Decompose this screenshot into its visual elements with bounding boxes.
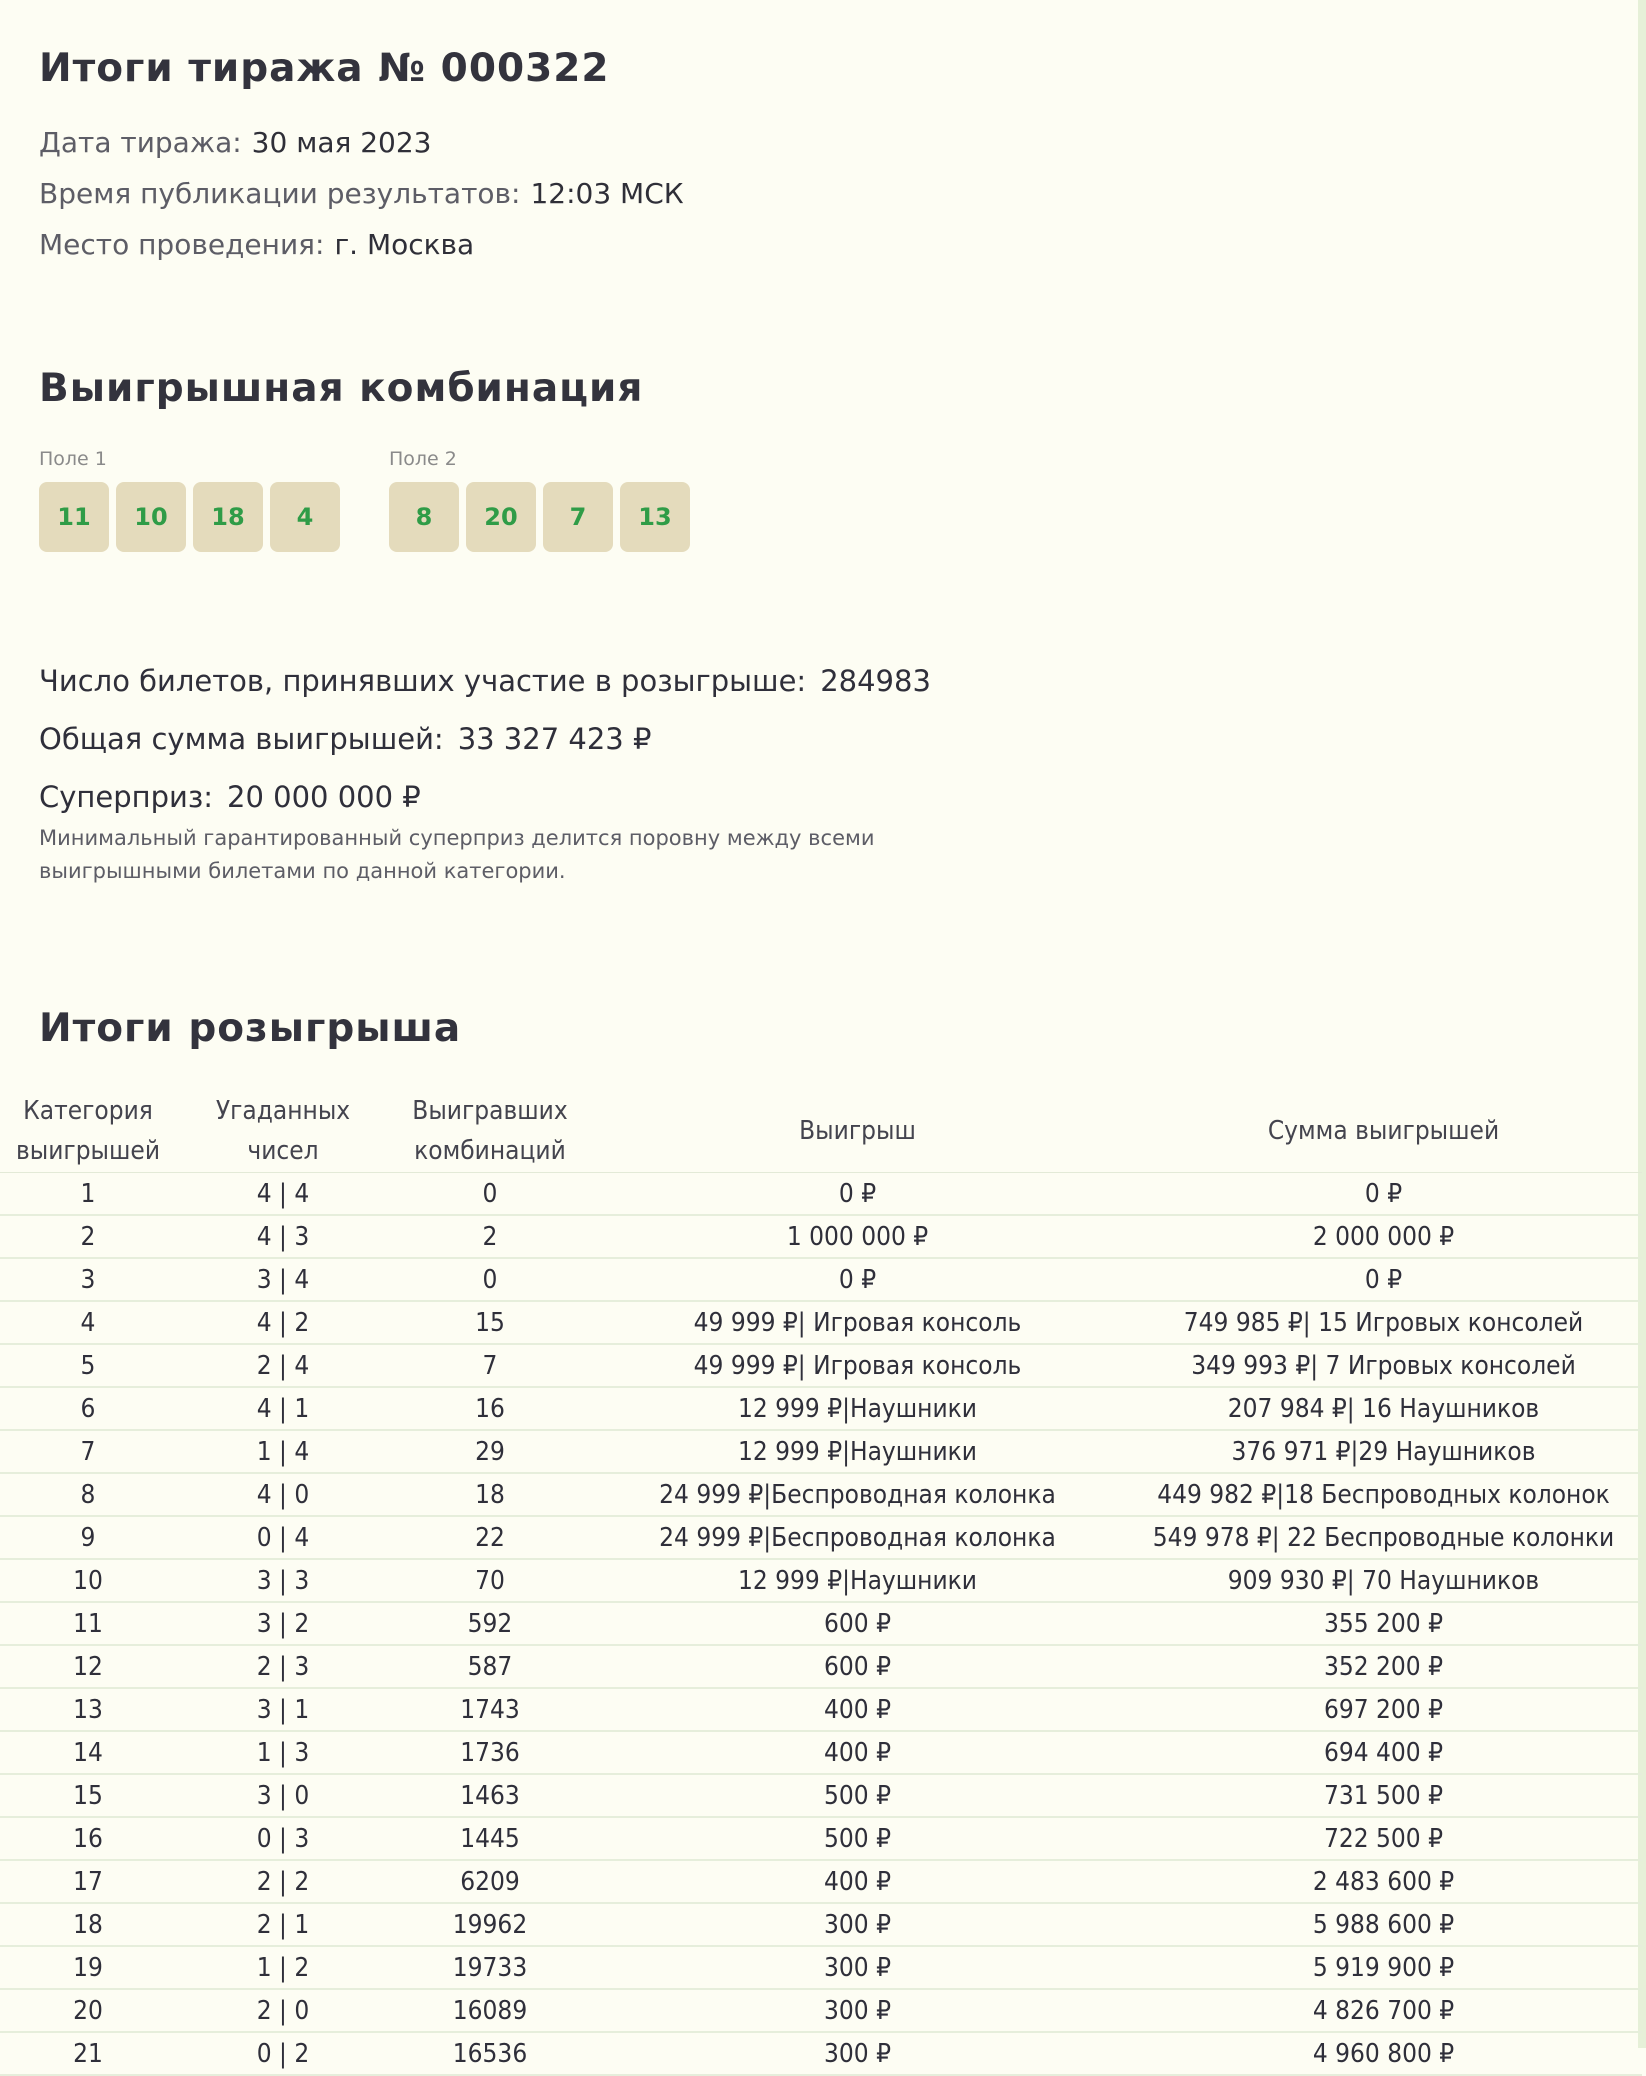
field-1-label: Поле 1: [39, 448, 107, 470]
cell-guessed: 4 | 1: [176, 1387, 390, 1430]
superprize-label: Суперприз:: [39, 780, 214, 814]
cell-winners: 19962: [390, 1903, 590, 1946]
cell-category: 11: [0, 1602, 176, 1645]
total-winnings-value: 33 327 423 ₽: [457, 722, 652, 756]
cell-total: 0 ₽: [1125, 1258, 1642, 1301]
cell-prize: 400 ₽: [590, 1731, 1125, 1774]
cell-winners: 0: [390, 1173, 590, 1216]
tickets-count: [39, 664, 931, 698]
publish-time-value: 12:03 МСК: [530, 177, 684, 210]
number-ball: 7: [543, 482, 613, 552]
cell-guessed: 0 | 4: [176, 1516, 390, 1559]
draw-place-value: г. Москва: [334, 228, 475, 261]
superprize: [39, 780, 421, 814]
number-ball: 4: [270, 482, 340, 552]
cell-guessed: 1 | 4: [176, 1430, 390, 1473]
column-header-guessed-label: Угаданных чисел: [215, 1096, 351, 1166]
cell-category: 8: [0, 1473, 176, 1516]
tickets-count-value: 284983: [820, 664, 931, 698]
cell-category: 16: [0, 1817, 176, 1860]
results-table: [0, 1090, 1642, 2076]
column-header-winners-label: Выигравших комбинаций: [412, 1096, 568, 1166]
field-1-numbers: [39, 482, 340, 552]
total-winnings-label: Общая сумма выигрышей:: [39, 722, 444, 756]
cell-winners: 16089: [390, 1989, 590, 2032]
cell-winners: 22: [390, 1516, 590, 1559]
cell-total: 909 930 ₽| 70 Наушников: [1125, 1559, 1642, 1602]
cell-guessed: 0 | 2: [176, 2032, 390, 2075]
cell-prize: 500 ₽: [590, 1817, 1125, 1860]
cell-guessed: 2 | 3: [176, 1645, 390, 1688]
table-row: [0, 1473, 1642, 1516]
table-row: [0, 1774, 1642, 1817]
cell-prize: 0 ₽: [590, 1173, 1125, 1216]
table-row: [0, 1989, 1642, 2032]
draw-date-value: 30 мая 2023: [251, 126, 432, 159]
cell-category: 18: [0, 1903, 176, 1946]
field-2: [389, 448, 690, 552]
cell-total: 2 483 600 ₽: [1125, 1860, 1642, 1903]
cell-total: 549 978 ₽| 22 Беспроводные колонки: [1125, 1516, 1642, 1559]
cell-category: 6: [0, 1387, 176, 1430]
results-title: Итоги розыгрыша: [39, 1006, 462, 1051]
cell-guessed: 2 | 0: [176, 1989, 390, 2032]
cell-total: 749 985 ₽| 15 Игровых консолей: [1125, 1301, 1642, 1344]
cell-prize: 1 000 000 ₽: [590, 1215, 1125, 1258]
draw-date-label: Дата тиража:: [39, 126, 242, 159]
table-row: [0, 1430, 1642, 1473]
draw-place-label: Место проведения:: [39, 228, 325, 261]
combination-title: Выигрышная комбинация: [39, 366, 644, 411]
cell-winners: 6209: [390, 1860, 590, 1903]
cell-prize: 12 999 ₽|Наушники: [590, 1559, 1125, 1602]
cell-prize: 300 ₽: [590, 2032, 1125, 2075]
cell-total: 0 ₽: [1125, 1173, 1642, 1216]
cell-total: 355 200 ₽: [1125, 1602, 1642, 1645]
table-row: [0, 1344, 1642, 1387]
table-row: [0, 1602, 1642, 1645]
table-header-row: [0, 1090, 1642, 1173]
number-ball: 20: [466, 482, 536, 552]
cell-total: 5 919 900 ₽: [1125, 1946, 1642, 1989]
cell-guessed: 4 | 3: [176, 1215, 390, 1258]
cell-total: 352 200 ₽: [1125, 1645, 1642, 1688]
cell-guessed: 2 | 4: [176, 1344, 390, 1387]
cell-prize: 49 999 ₽| Игровая консоль: [590, 1301, 1125, 1344]
cell-category: 15: [0, 1774, 176, 1817]
cell-winners: 587: [390, 1645, 590, 1688]
table-row: [0, 1903, 1642, 1946]
field-2-label: Поле 2: [389, 448, 457, 470]
cell-total: 731 500 ₽: [1125, 1774, 1642, 1817]
column-header-category-label: Категория выигрышей: [15, 1096, 161, 1166]
cell-category: 13: [0, 1688, 176, 1731]
table-row: [0, 1731, 1642, 1774]
cell-total: 207 984 ₽| 16 Наушников: [1125, 1387, 1642, 1430]
cell-guessed: 1 | 3: [176, 1731, 390, 1774]
table-row: [0, 1559, 1642, 1602]
cell-winners: 592: [390, 1602, 590, 1645]
cell-winners: 7: [390, 1344, 590, 1387]
cell-winners: 16: [390, 1387, 590, 1430]
cell-winners: 16536: [390, 2032, 590, 2075]
cell-guessed: 4 | 2: [176, 1301, 390, 1344]
cell-category: 17: [0, 1860, 176, 1903]
cell-prize: 49 999 ₽| Игровая консоль: [590, 1344, 1125, 1387]
cell-guessed: 3 | 1: [176, 1688, 390, 1731]
cell-prize: 300 ₽: [590, 1946, 1125, 1989]
cell-category: 9: [0, 1516, 176, 1559]
cell-category: 14: [0, 1731, 176, 1774]
results-table-body: [0, 1173, 1642, 2076]
draw-place: [39, 228, 474, 261]
table-row: [0, 1688, 1642, 1731]
table-row: [0, 1645, 1642, 1688]
table-row: [0, 1301, 1642, 1344]
number-ball: 13: [620, 482, 690, 552]
cell-prize: 600 ₽: [590, 1645, 1125, 1688]
table-row: [0, 1258, 1642, 1301]
cell-guessed: 2 | 2: [176, 1860, 390, 1903]
table-row: [0, 2032, 1642, 2075]
cell-winners: 1445: [390, 1817, 590, 1860]
cell-winners: 1736: [390, 1731, 590, 1774]
cell-total: 5 988 600 ₽: [1125, 1903, 1642, 1946]
cell-guessed: 2 | 1: [176, 1903, 390, 1946]
cell-prize: 300 ₽: [590, 1989, 1125, 2032]
cell-winners: 18: [390, 1473, 590, 1516]
cell-prize: 600 ₽: [590, 1602, 1125, 1645]
number-ball: 10: [116, 482, 186, 552]
cell-prize: 12 999 ₽|Наушники: [590, 1430, 1125, 1473]
column-header-category: [0, 1090, 176, 1173]
cell-category: 2: [0, 1215, 176, 1258]
cell-guessed: 4 | 0: [176, 1473, 390, 1516]
cell-winners: 19733: [390, 1946, 590, 1989]
cell-total: 722 500 ₽: [1125, 1817, 1642, 1860]
cell-prize: 12 999 ₽|Наушники: [590, 1387, 1125, 1430]
column-header-winners: [390, 1090, 590, 1173]
cell-guessed: 3 | 0: [176, 1774, 390, 1817]
cell-winners: 0: [390, 1258, 590, 1301]
cell-winners: 1743: [390, 1688, 590, 1731]
table-row: [0, 1387, 1642, 1430]
cell-guessed: 4 | 4: [176, 1173, 390, 1216]
cell-total: 4 826 700 ₽: [1125, 1989, 1642, 2032]
cell-prize: 24 999 ₽|Беспроводная колонка: [590, 1473, 1125, 1516]
column-header-guessed: [176, 1090, 390, 1173]
cell-prize: 300 ₽: [590, 1903, 1125, 1946]
table-row: [0, 1860, 1642, 1903]
cell-total: 697 200 ₽: [1125, 1688, 1642, 1731]
cell-total: 4 960 800 ₽: [1125, 2032, 1642, 2075]
cell-prize: 0 ₽: [590, 1258, 1125, 1301]
table-row: [0, 1516, 1642, 1559]
cell-winners: 29: [390, 1430, 590, 1473]
superprize-value: 20 000 000 ₽: [227, 780, 421, 814]
table-row: [0, 1173, 1642, 1216]
field-2-numbers: [389, 482, 690, 552]
number-ball: 8: [389, 482, 459, 552]
cell-total: 694 400 ₽: [1125, 1731, 1642, 1774]
cell-winners: 2: [390, 1215, 590, 1258]
table-row: [0, 1946, 1642, 1989]
cell-total: 2 000 000 ₽: [1125, 1215, 1642, 1258]
column-header-total: Сумма выигрышей: [1125, 1090, 1642, 1173]
draw-title: Итоги тиража № 000322: [39, 46, 610, 91]
number-ball: 11: [39, 482, 109, 552]
column-header-prize: Выигрыш: [590, 1090, 1125, 1173]
cell-total: 376 971 ₽|29 Наушников: [1125, 1430, 1642, 1473]
publish-time-label: Время публикации результатов:: [39, 177, 521, 210]
cell-category: 20: [0, 1989, 176, 2032]
superprize-note: Минимальный гарантированный суперприз делится поровну между всеми выигрышными билетами по данной категории.: [39, 826, 875, 883]
cell-guessed: 0 | 3: [176, 1817, 390, 1860]
table-row: [0, 1817, 1642, 1860]
cell-winners: 70: [390, 1559, 590, 1602]
draw-date: [39, 126, 431, 159]
cell-total: 349 993 ₽| 7 Игровых консолей: [1125, 1344, 1642, 1387]
cell-category: 21: [0, 2032, 176, 2075]
cell-guessed: 3 | 3: [176, 1559, 390, 1602]
cell-category: 5: [0, 1344, 176, 1387]
cell-prize: 500 ₽: [590, 1774, 1125, 1817]
field-1: [39, 448, 340, 552]
cell-guessed: 1 | 2: [176, 1946, 390, 1989]
cell-category: 19: [0, 1946, 176, 1989]
cell-winners: 1463: [390, 1774, 590, 1817]
cell-guessed: 3 | 2: [176, 1602, 390, 1645]
cell-category: 7: [0, 1430, 176, 1473]
cell-category: 4: [0, 1301, 176, 1344]
cell-prize: 400 ₽: [590, 1860, 1125, 1903]
cell-category: 12: [0, 1645, 176, 1688]
number-ball: 18: [193, 482, 263, 552]
cell-category: 1: [0, 1173, 176, 1216]
tickets-count-label: Число билетов, принявших участие в розыгрыше:: [39, 664, 807, 698]
cell-prize: 400 ₽: [590, 1688, 1125, 1731]
table-row: [0, 1215, 1642, 1258]
cell-winners: 15: [390, 1301, 590, 1344]
publish-time: [39, 177, 684, 210]
cell-guessed: 3 | 4: [176, 1258, 390, 1301]
cell-total: 449 982 ₽|18 Беспроводных колонок: [1125, 1473, 1642, 1516]
cell-prize: 24 999 ₽|Беспроводная колонка: [590, 1516, 1125, 1559]
cell-category: 3: [0, 1258, 176, 1301]
total-winnings: [39, 722, 651, 756]
cell-category: 10: [0, 1559, 176, 1602]
